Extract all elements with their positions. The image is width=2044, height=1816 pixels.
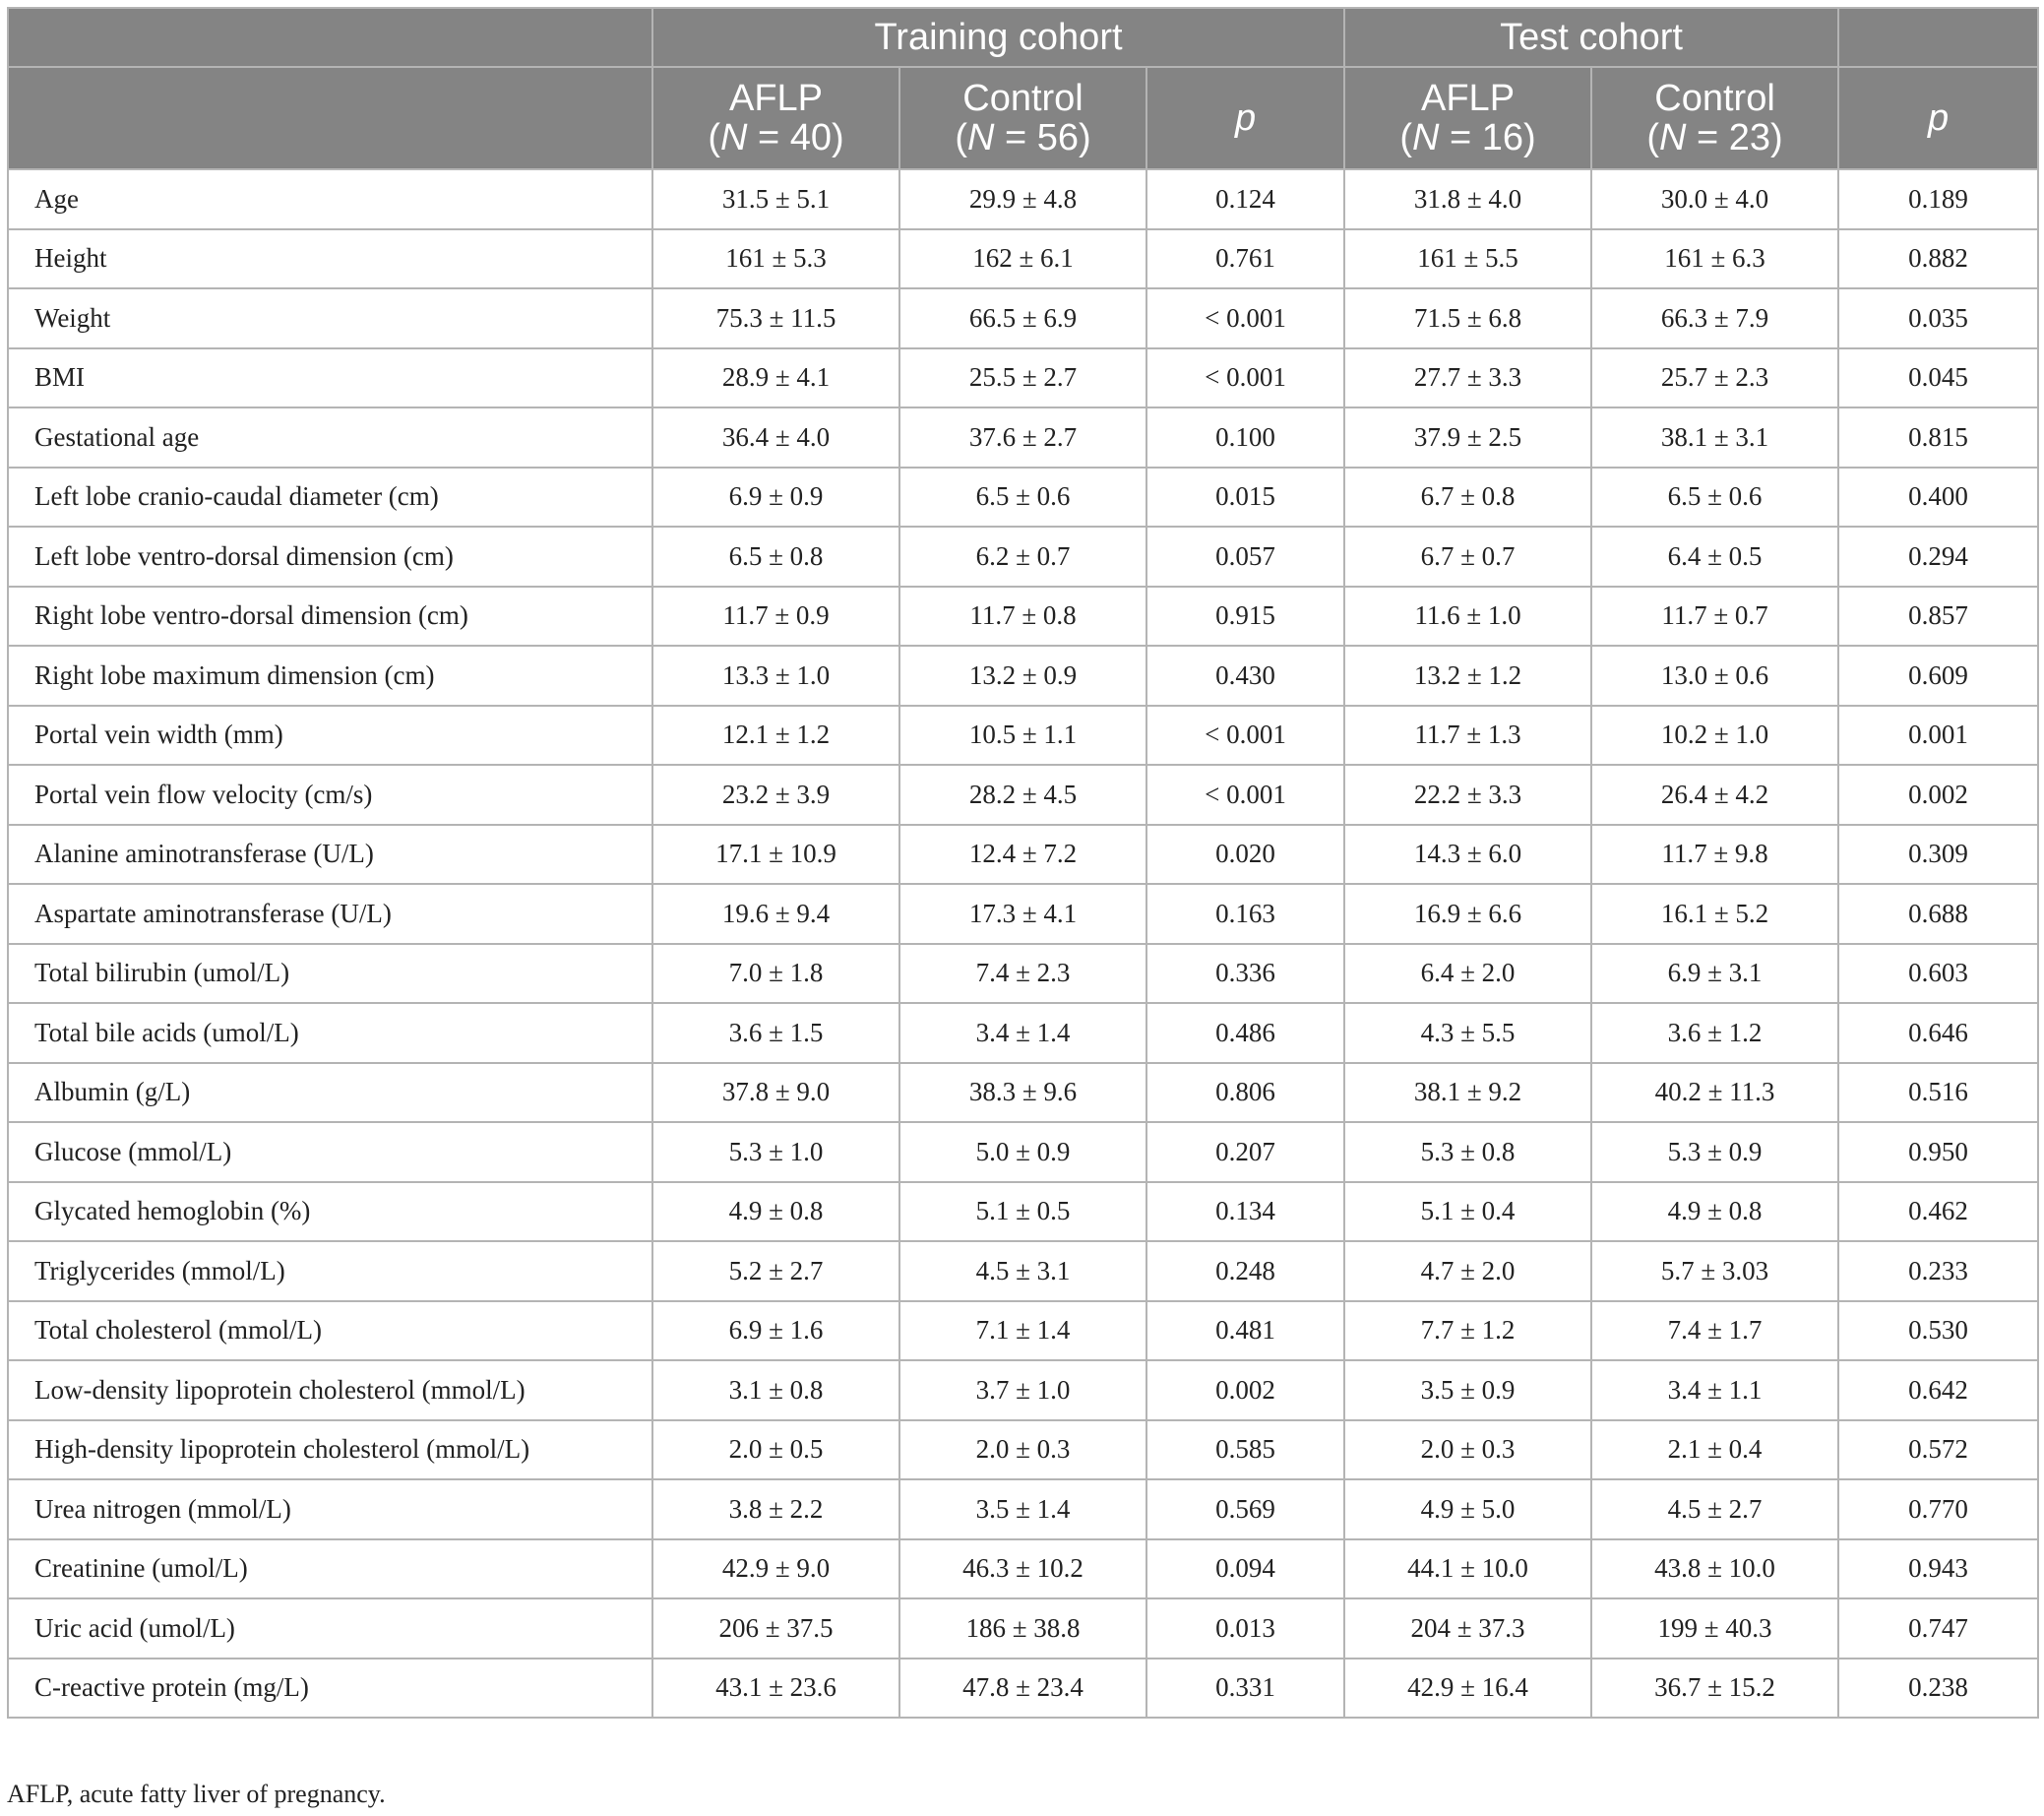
header-col-n: (N = 56) bbox=[955, 117, 1091, 158]
test-control-cell: 40.2 ± 11.3 bbox=[1591, 1063, 1838, 1123]
test-aflp-cell: 27.7 ± 3.3 bbox=[1344, 348, 1591, 408]
variable-label-cell: BMI bbox=[8, 348, 652, 408]
variable-label-cell: Total cholesterol (mmol/L) bbox=[8, 1301, 652, 1361]
table-container bbox=[7, 7, 2037, 1719]
test-p-cell: 0.309 bbox=[1838, 825, 2038, 885]
variable-label-cell: Age bbox=[8, 169, 652, 229]
training-p-cell: 0.336 bbox=[1146, 944, 1344, 1004]
table-row bbox=[8, 1003, 2038, 1063]
test-aflp-cell: 5.1 ± 0.4 bbox=[1344, 1182, 1591, 1242]
table-row bbox=[8, 1420, 2038, 1480]
test-control-cell: 16.1 ± 5.2 bbox=[1591, 884, 1838, 944]
training-aflp-cell: 6.9 ± 0.9 bbox=[652, 468, 899, 528]
header-col-name: Control bbox=[962, 78, 1084, 119]
test-control-cell: 4.5 ± 2.7 bbox=[1591, 1479, 1838, 1539]
training-p-cell: 0.100 bbox=[1146, 407, 1344, 468]
table-row bbox=[8, 587, 2038, 647]
test-p-cell: 0.572 bbox=[1838, 1420, 2038, 1480]
test-p-cell: 0.642 bbox=[1838, 1360, 2038, 1420]
training-p-cell: 0.481 bbox=[1146, 1301, 1344, 1361]
table-row bbox=[8, 468, 2038, 528]
header-row-cohorts bbox=[8, 8, 2038, 67]
header-test-cohort: Test cohort bbox=[1344, 8, 1838, 67]
training-control-cell: 6.2 ± 0.7 bbox=[899, 527, 1146, 587]
test-p-cell: 0.001 bbox=[1838, 706, 2038, 766]
test-aflp-cell: 3.5 ± 0.9 bbox=[1344, 1360, 1591, 1420]
training-aflp-cell: 2.0 ± 0.5 bbox=[652, 1420, 899, 1480]
test-p-cell: 0.747 bbox=[1838, 1598, 2038, 1659]
header-col-training-aflp bbox=[652, 67, 899, 169]
test-control-cell: 5.7 ± 3.03 bbox=[1591, 1241, 1838, 1301]
test-aflp-cell: 11.6 ± 1.0 bbox=[1344, 587, 1591, 647]
training-aflp-cell: 5.2 ± 2.7 bbox=[652, 1241, 899, 1301]
variable-label-cell: Uric acid (umol/L) bbox=[8, 1598, 652, 1659]
training-p-cell: 0.002 bbox=[1146, 1360, 1344, 1420]
training-p-cell: 0.015 bbox=[1146, 468, 1344, 528]
variable-label-cell: Portal vein flow velocity (cm/s) bbox=[8, 765, 652, 825]
test-p-cell: 0.815 bbox=[1838, 407, 2038, 468]
test-p-cell: 0.770 bbox=[1838, 1479, 2038, 1539]
table-row bbox=[8, 1659, 2038, 1719]
header-blank-cell-2 bbox=[8, 67, 652, 169]
test-aflp-cell: 6.4 ± 2.0 bbox=[1344, 944, 1591, 1004]
test-p-cell: 0.516 bbox=[1838, 1063, 2038, 1123]
table-row bbox=[8, 706, 2038, 766]
training-control-cell: 186 ± 38.8 bbox=[899, 1598, 1146, 1659]
test-aflp-cell: 4.9 ± 5.0 bbox=[1344, 1479, 1591, 1539]
variable-label-cell: Low-density lipoprotein cholesterol (mmol/L) bbox=[8, 1360, 652, 1420]
test-p-cell: 0.857 bbox=[1838, 587, 2038, 647]
table-row bbox=[8, 1360, 2038, 1420]
training-aflp-cell: 28.9 ± 4.1 bbox=[652, 348, 899, 408]
test-control-cell: 161 ± 6.3 bbox=[1591, 229, 1838, 289]
test-p-cell: 0.646 bbox=[1838, 1003, 2038, 1063]
training-aflp-cell: 36.4 ± 4.0 bbox=[652, 407, 899, 468]
test-p-cell: 0.950 bbox=[1838, 1122, 2038, 1182]
test-aflp-cell: 4.3 ± 5.5 bbox=[1344, 1003, 1591, 1063]
table-row bbox=[8, 1241, 2038, 1301]
training-p-cell: 0.020 bbox=[1146, 825, 1344, 885]
training-control-cell: 13.2 ± 0.9 bbox=[899, 646, 1146, 706]
variable-label-cell: Total bile acids (umol/L) bbox=[8, 1003, 652, 1063]
training-control-cell: 10.5 ± 1.1 bbox=[899, 706, 1146, 766]
variable-label-cell: Left lobe ventro-dorsal dimension (cm) bbox=[8, 527, 652, 587]
header-col-n: (N = 23) bbox=[1646, 117, 1783, 158]
test-p-cell: 0.189 bbox=[1838, 169, 2038, 229]
training-p-cell: 0.430 bbox=[1146, 646, 1344, 706]
variable-label-cell: Right lobe ventro-dorsal dimension (cm) bbox=[8, 587, 652, 647]
header-col-training-p bbox=[1146, 67, 1344, 169]
test-aflp-cell: 71.5 ± 6.8 bbox=[1344, 288, 1591, 348]
test-aflp-cell: 16.9 ± 6.6 bbox=[1344, 884, 1591, 944]
test-control-cell: 6.5 ± 0.6 bbox=[1591, 468, 1838, 528]
test-control-cell: 10.2 ± 1.0 bbox=[1591, 706, 1838, 766]
table-row bbox=[8, 944, 2038, 1004]
table-row bbox=[8, 527, 2038, 587]
variable-label-cell: Triglycerides (mmol/L) bbox=[8, 1241, 652, 1301]
header-col-test-control bbox=[1591, 67, 1838, 169]
training-aflp-cell: 7.0 ± 1.8 bbox=[652, 944, 899, 1004]
training-p-cell: 0.248 bbox=[1146, 1241, 1344, 1301]
test-control-cell: 3.4 ± 1.1 bbox=[1591, 1360, 1838, 1420]
test-control-cell: 6.9 ± 3.1 bbox=[1591, 944, 1838, 1004]
header-row-groups bbox=[8, 67, 2038, 169]
header-training-cohort: Training cohort bbox=[652, 8, 1344, 67]
training-p-cell: < 0.001 bbox=[1146, 348, 1344, 408]
table-row bbox=[8, 407, 2038, 468]
variable-label-cell: Creatinine (umol/L) bbox=[8, 1539, 652, 1599]
training-p-cell: 0.134 bbox=[1146, 1182, 1344, 1242]
test-aflp-cell: 37.9 ± 2.5 bbox=[1344, 407, 1591, 468]
header-col-n: (N = 40) bbox=[708, 117, 844, 158]
header-col-name: AFLP bbox=[728, 78, 824, 119]
test-aflp-cell: 7.7 ± 1.2 bbox=[1344, 1301, 1591, 1361]
test-aflp-cell: 44.1 ± 10.0 bbox=[1344, 1539, 1591, 1599]
test-control-cell: 7.4 ± 1.7 bbox=[1591, 1301, 1838, 1361]
header-col-test-p bbox=[1838, 67, 2038, 169]
table-row bbox=[8, 1539, 2038, 1599]
table-row bbox=[8, 825, 2038, 885]
test-control-cell: 43.8 ± 10.0 bbox=[1591, 1539, 1838, 1599]
header-blank-cell bbox=[8, 8, 652, 67]
cohort-comparison-table bbox=[7, 7, 2039, 1719]
training-aflp-cell: 11.7 ± 0.9 bbox=[652, 587, 899, 647]
test-p-cell: 0.002 bbox=[1838, 765, 2038, 825]
test-p-cell: 0.462 bbox=[1838, 1182, 2038, 1242]
test-aflp-cell: 22.2 ± 3.3 bbox=[1344, 765, 1591, 825]
header-col-name: p bbox=[1234, 97, 1257, 139]
test-control-cell: 2.1 ± 0.4 bbox=[1591, 1420, 1838, 1480]
variable-label-cell: Gestational age bbox=[8, 407, 652, 468]
table-row bbox=[8, 288, 2038, 348]
variable-label-cell: C-reactive protein (mg/L) bbox=[8, 1659, 652, 1719]
training-aflp-cell: 161 ± 5.3 bbox=[652, 229, 899, 289]
header-col-name: Control bbox=[1654, 78, 1775, 119]
variable-label-cell: Height bbox=[8, 229, 652, 289]
training-control-cell: 47.8 ± 23.4 bbox=[899, 1659, 1146, 1719]
training-control-cell: 3.4 ± 1.4 bbox=[899, 1003, 1146, 1063]
test-aflp-cell: 6.7 ± 0.7 bbox=[1344, 527, 1591, 587]
test-p-cell: 0.233 bbox=[1838, 1241, 2038, 1301]
test-p-cell: 0.530 bbox=[1838, 1301, 2038, 1361]
training-p-cell: < 0.001 bbox=[1146, 706, 1344, 766]
training-control-cell: 37.6 ± 2.7 bbox=[899, 407, 1146, 468]
test-aflp-cell: 6.7 ± 0.8 bbox=[1344, 468, 1591, 528]
table-row bbox=[8, 1479, 2038, 1539]
variable-label-cell: Glucose (mmol/L) bbox=[8, 1122, 652, 1182]
table-row bbox=[8, 884, 2038, 944]
table-body bbox=[8, 169, 2038, 1718]
header-col-name: AFLP bbox=[1421, 78, 1516, 119]
test-control-cell: 11.7 ± 0.7 bbox=[1591, 587, 1838, 647]
test-p-cell: 0.045 bbox=[1838, 348, 2038, 408]
table-row bbox=[8, 1301, 2038, 1361]
test-control-cell: 38.1 ± 3.1 bbox=[1591, 407, 1838, 468]
header-col-test-aflp bbox=[1344, 67, 1591, 169]
training-aflp-cell: 19.6 ± 9.4 bbox=[652, 884, 899, 944]
training-aflp-cell: 42.9 ± 9.0 bbox=[652, 1539, 899, 1599]
test-control-cell: 13.0 ± 0.6 bbox=[1591, 646, 1838, 706]
training-control-cell: 28.2 ± 4.5 bbox=[899, 765, 1146, 825]
test-p-cell: 0.400 bbox=[1838, 468, 2038, 528]
training-p-cell: 0.915 bbox=[1146, 587, 1344, 647]
test-aflp-cell: 38.1 ± 9.2 bbox=[1344, 1063, 1591, 1123]
training-control-cell: 11.7 ± 0.8 bbox=[899, 587, 1146, 647]
training-control-cell: 38.3 ± 9.6 bbox=[899, 1063, 1146, 1123]
training-p-cell: 0.013 bbox=[1146, 1598, 1344, 1659]
training-control-cell: 46.3 ± 10.2 bbox=[899, 1539, 1146, 1599]
variable-label-cell: Urea nitrogen (mmol/L) bbox=[8, 1479, 652, 1539]
test-p-cell: 0.609 bbox=[1838, 646, 2038, 706]
training-aflp-cell: 75.3 ± 11.5 bbox=[652, 288, 899, 348]
variable-label-cell: High-density lipoprotein cholesterol (mmol/L) bbox=[8, 1420, 652, 1480]
training-p-cell: 0.331 bbox=[1146, 1659, 1344, 1719]
training-aflp-cell: 17.1 ± 10.9 bbox=[652, 825, 899, 885]
training-control-cell: 5.0 ± 0.9 bbox=[899, 1122, 1146, 1182]
training-aflp-cell: 37.8 ± 9.0 bbox=[652, 1063, 899, 1123]
test-control-cell: 6.4 ± 0.5 bbox=[1591, 527, 1838, 587]
training-aflp-cell: 13.3 ± 1.0 bbox=[652, 646, 899, 706]
training-p-cell: 0.124 bbox=[1146, 169, 1344, 229]
training-p-cell: 0.486 bbox=[1146, 1003, 1344, 1063]
training-aflp-cell: 31.5 ± 5.1 bbox=[652, 169, 899, 229]
test-control-cell: 3.6 ± 1.2 bbox=[1591, 1003, 1838, 1063]
training-p-cell: 0.761 bbox=[1146, 229, 1344, 289]
test-aflp-cell: 204 ± 37.3 bbox=[1344, 1598, 1591, 1659]
table-row bbox=[8, 1598, 2038, 1659]
test-aflp-cell: 11.7 ± 1.3 bbox=[1344, 706, 1591, 766]
table-row bbox=[8, 1122, 2038, 1182]
header-col-training-control bbox=[899, 67, 1146, 169]
training-aflp-cell: 4.9 ± 0.8 bbox=[652, 1182, 899, 1242]
training-p-cell: 0.163 bbox=[1146, 884, 1344, 944]
variable-label-cell: Total bilirubin (umol/L) bbox=[8, 944, 652, 1004]
test-aflp-cell: 2.0 ± 0.3 bbox=[1344, 1420, 1591, 1480]
training-control-cell: 4.5 ± 3.1 bbox=[899, 1241, 1146, 1301]
training-control-cell: 7.1 ± 1.4 bbox=[899, 1301, 1146, 1361]
test-p-cell: 0.688 bbox=[1838, 884, 2038, 944]
training-p-cell: 0.569 bbox=[1146, 1479, 1344, 1539]
test-p-cell: 0.943 bbox=[1838, 1539, 2038, 1599]
test-control-cell: 30.0 ± 4.0 bbox=[1591, 169, 1838, 229]
test-control-cell: 25.7 ± 2.3 bbox=[1591, 348, 1838, 408]
test-aflp-cell: 42.9 ± 16.4 bbox=[1344, 1659, 1591, 1719]
training-control-cell: 3.7 ± 1.0 bbox=[899, 1360, 1146, 1420]
training-control-cell: 25.5 ± 2.7 bbox=[899, 348, 1146, 408]
test-aflp-cell: 14.3 ± 6.0 bbox=[1344, 825, 1591, 885]
training-p-cell: 0.585 bbox=[1146, 1420, 1344, 1480]
training-aflp-cell: 6.5 ± 0.8 bbox=[652, 527, 899, 587]
test-aflp-cell: 31.8 ± 4.0 bbox=[1344, 169, 1591, 229]
variable-label-cell: Albumin (g/L) bbox=[8, 1063, 652, 1123]
training-control-cell: 12.4 ± 7.2 bbox=[899, 825, 1146, 885]
header-col-n: (N = 16) bbox=[1399, 117, 1536, 158]
training-control-cell: 5.1 ± 0.5 bbox=[899, 1182, 1146, 1242]
table-row bbox=[8, 169, 2038, 229]
table-row bbox=[8, 1182, 2038, 1242]
training-aflp-cell: 3.6 ± 1.5 bbox=[652, 1003, 899, 1063]
training-control-cell: 2.0 ± 0.3 bbox=[899, 1420, 1146, 1480]
training-aflp-cell: 43.1 ± 23.6 bbox=[652, 1659, 899, 1719]
header-blank-cell-right bbox=[1838, 8, 2038, 67]
table-footnote: AFLP, acute fatty liver of pregnancy. bbox=[7, 1780, 386, 1808]
variable-label-cell: Portal vein width (mm) bbox=[8, 706, 652, 766]
table-row bbox=[8, 1063, 2038, 1123]
training-aflp-cell: 5.3 ± 1.0 bbox=[652, 1122, 899, 1182]
training-aflp-cell: 6.9 ± 1.6 bbox=[652, 1301, 899, 1361]
test-control-cell: 26.4 ± 4.2 bbox=[1591, 765, 1838, 825]
training-control-cell: 29.9 ± 4.8 bbox=[899, 169, 1146, 229]
test-control-cell: 199 ± 40.3 bbox=[1591, 1598, 1838, 1659]
training-control-cell: 3.5 ± 1.4 bbox=[899, 1479, 1146, 1539]
test-p-cell: 0.238 bbox=[1838, 1659, 2038, 1719]
test-p-cell: 0.035 bbox=[1838, 288, 2038, 348]
test-aflp-cell: 5.3 ± 0.8 bbox=[1344, 1122, 1591, 1182]
test-aflp-cell: 13.2 ± 1.2 bbox=[1344, 646, 1591, 706]
training-aflp-cell: 12.1 ± 1.2 bbox=[652, 706, 899, 766]
training-p-cell: < 0.001 bbox=[1146, 288, 1344, 348]
training-p-cell: 0.057 bbox=[1146, 527, 1344, 587]
test-aflp-cell: 161 ± 5.5 bbox=[1344, 229, 1591, 289]
table-header bbox=[8, 8, 2038, 169]
training-aflp-cell: 23.2 ± 3.9 bbox=[652, 765, 899, 825]
training-control-cell: 66.5 ± 6.9 bbox=[899, 288, 1146, 348]
table-row bbox=[8, 229, 2038, 289]
table-row bbox=[8, 348, 2038, 408]
table-row bbox=[8, 646, 2038, 706]
training-p-cell: 0.207 bbox=[1146, 1122, 1344, 1182]
variable-label-cell: Alanine aminotransferase (U/L) bbox=[8, 825, 652, 885]
test-aflp-cell: 4.7 ± 2.0 bbox=[1344, 1241, 1591, 1301]
training-p-cell: < 0.001 bbox=[1146, 765, 1344, 825]
variable-label-cell: Weight bbox=[8, 288, 652, 348]
training-control-cell: 6.5 ± 0.6 bbox=[899, 468, 1146, 528]
test-control-cell: 36.7 ± 15.2 bbox=[1591, 1659, 1838, 1719]
training-aflp-cell: 206 ± 37.5 bbox=[652, 1598, 899, 1659]
variable-label-cell: Left lobe cranio-caudal diameter (cm) bbox=[8, 468, 652, 528]
variable-label-cell: Right lobe maximum dimension (cm) bbox=[8, 646, 652, 706]
test-control-cell: 11.7 ± 9.8 bbox=[1591, 825, 1838, 885]
test-p-cell: 0.294 bbox=[1838, 527, 2038, 587]
test-control-cell: 5.3 ± 0.9 bbox=[1591, 1122, 1838, 1182]
training-control-cell: 162 ± 6.1 bbox=[899, 229, 1146, 289]
test-control-cell: 66.3 ± 7.9 bbox=[1591, 288, 1838, 348]
training-aflp-cell: 3.8 ± 2.2 bbox=[652, 1479, 899, 1539]
training-p-cell: 0.094 bbox=[1146, 1539, 1344, 1599]
variable-label-cell: Aspartate aminotransferase (U/L) bbox=[8, 884, 652, 944]
table-row bbox=[8, 765, 2038, 825]
training-control-cell: 7.4 ± 2.3 bbox=[899, 944, 1146, 1004]
header-col-name: p bbox=[1927, 97, 1950, 139]
test-p-cell: 0.603 bbox=[1838, 944, 2038, 1004]
variable-label-cell: Glycated hemoglobin (%) bbox=[8, 1182, 652, 1242]
training-p-cell: 0.806 bbox=[1146, 1063, 1344, 1123]
test-p-cell: 0.882 bbox=[1838, 229, 2038, 289]
test-control-cell: 4.9 ± 0.8 bbox=[1591, 1182, 1838, 1242]
training-aflp-cell: 3.1 ± 0.8 bbox=[652, 1360, 899, 1420]
training-control-cell: 17.3 ± 4.1 bbox=[899, 884, 1146, 944]
